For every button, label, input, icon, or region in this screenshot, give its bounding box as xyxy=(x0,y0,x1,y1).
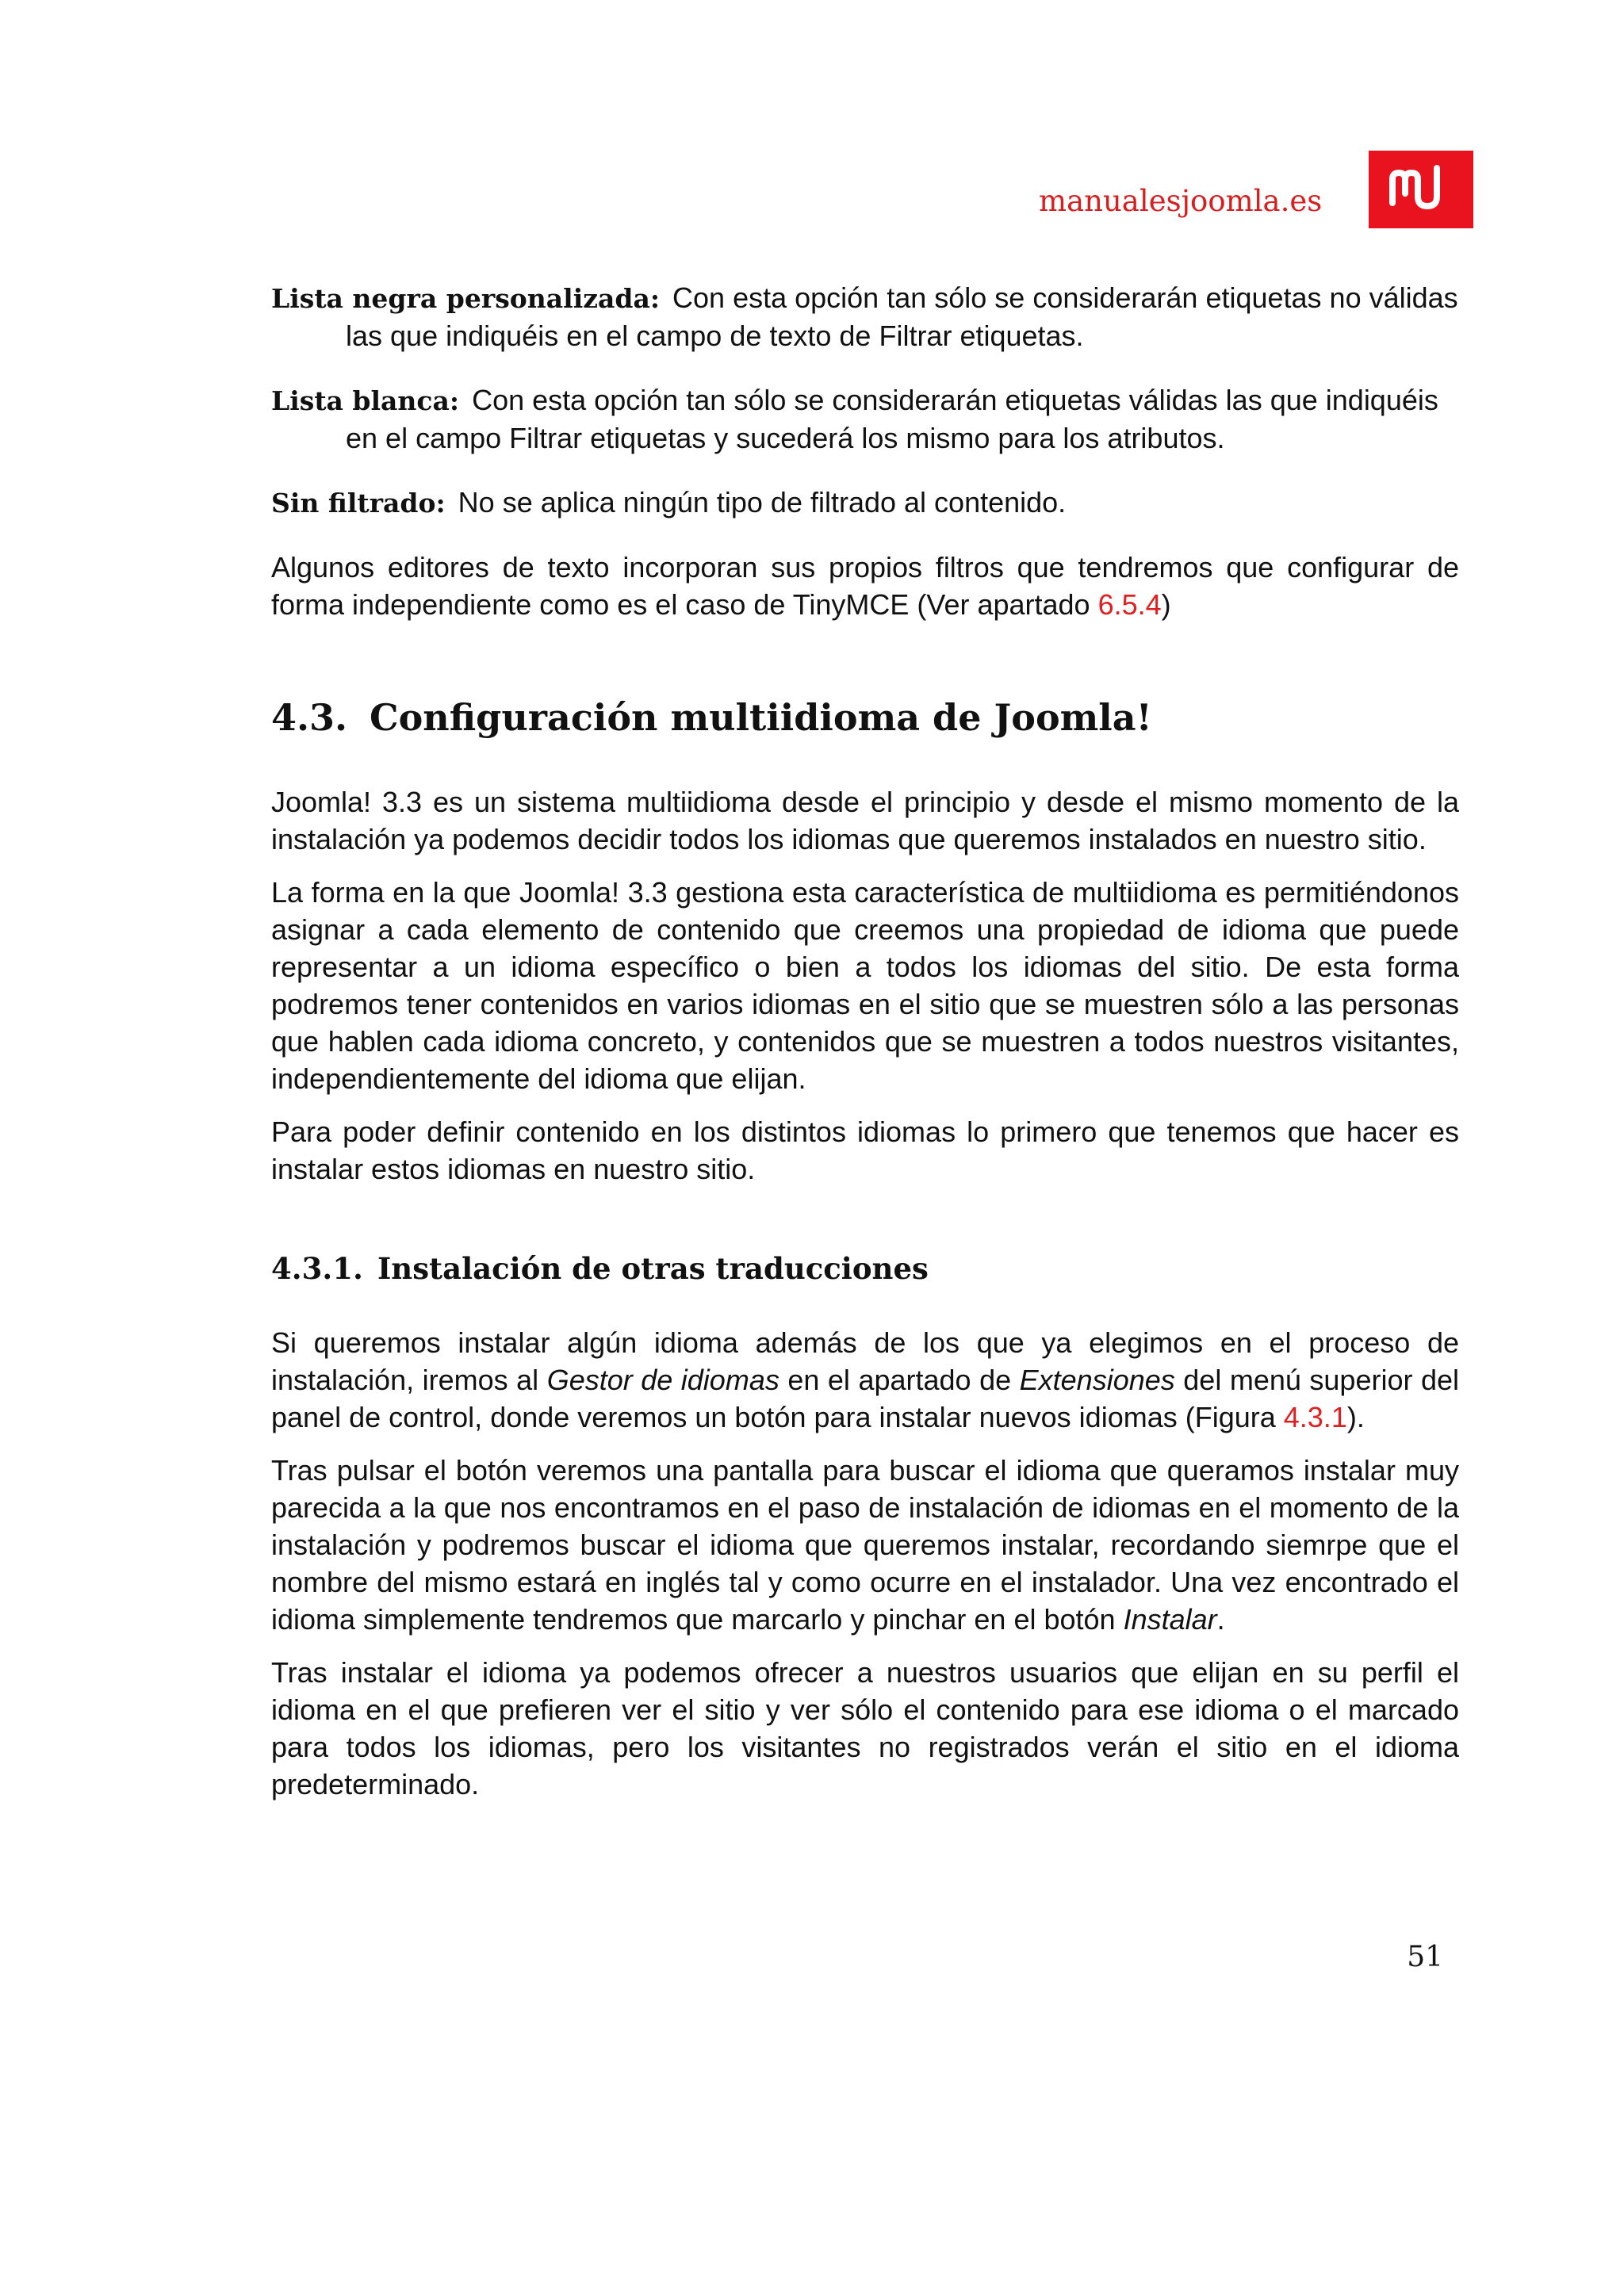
header-site-name: manualesjoomla.es xyxy=(1039,184,1323,218)
definition-blacklist xyxy=(271,279,1459,354)
paragraph-text: . xyxy=(1216,1603,1225,1636)
definition-term: Lista negra personalizada: xyxy=(271,283,661,314)
definition-text: No se aplica ningún tipo de filtrado al contenido. xyxy=(458,486,1067,519)
figure-link-4-3-1[interactable]: 4.3.1 xyxy=(1283,1401,1347,1433)
definition-term: Sin filtrado: xyxy=(271,488,446,519)
page-number: 51 xyxy=(1407,1941,1443,1973)
section-number: 4.3. xyxy=(271,696,348,739)
section-paragraph-3: Para poder definir contenido en los distintos idiomas lo primero que tenemos que hacer es instalar estos idiomas en nuestro sitio. xyxy=(271,1115,1459,1185)
subsection-paragraph-3: Tras instalar el idioma ya podemos ofrecer a nuestros usuarios que elijan en su perfil el idioma en el que prefieren ver el sitio y ver sólo el contenido para ese idioma o el marcado para todos los idiomas, pero los visitantes no registrados verán el sitio en el idioma predeterminado. xyxy=(271,1656,1459,1800)
section-title: Configuración multiidioma de Joomla! xyxy=(370,696,1152,739)
paragraph-text: Tras pulsar el botón veremos una pantalla para buscar el idioma que queramos instalar muy parecida a la que nos encontramos en el paso de instalación de idiomas en el momento de la instalación y podremos buscar el idioma que queremos instalar, recordando siemrpe que el nombre del mismo estará en inglés tal y como ocurre en el instalador. Una vez encontrado el idioma simplemente tendremos que marcarlo y pinchar en el botón xyxy=(271,1454,1459,1636)
emphasis-gestor-idiomas: Gestor de idiomas xyxy=(546,1364,779,1396)
subsection-paragraph-2 xyxy=(271,1452,1459,1638)
section-paragraph-1: Joomla! 3.3 es un sistema multiidioma desde el principio y desde el mismo momento de la instalación ya podemos decidir todos los idiomas que queremos instalados en nuestro sitio. xyxy=(271,786,1459,855)
definition-text: Con esta opción tan sólo se considerarán etiquetas no válidas las que indiquéis en el campo de texto de Filtrar etiquetas. xyxy=(346,281,1458,352)
section-heading xyxy=(271,696,1459,739)
subsection-title: Instalación de otras traducciones xyxy=(377,1251,929,1286)
intro-text: Algunos editores de texto incorporan sus propios filtros que tendremos que configurar de forma independiente como es el caso de TinyMCE (Ver apartado xyxy=(271,551,1459,621)
definition-no-filter xyxy=(271,484,1459,522)
section-paragraph-2: La forma en la que Joomla! 3.3 gestiona esta característica de multiidioma es permitiéndonos asignar a cada elemento de contenido que creemos una propiedad de idioma que puede representar a un idioma específico o bien a todos los idiomas del sitio. De esta forma podremos tener contenidos en varios idiomas en el sitio que se muestren sólo a las personas que hablen cada idioma concreto, y contenidos que se muestren a todos nuestros visitantes, independientemente del idioma que elijan. xyxy=(271,876,1459,1095)
emphasis-instalar: Instalar xyxy=(1123,1603,1217,1636)
definition-term: Lista blanca: xyxy=(271,385,460,416)
intro-paragraph xyxy=(271,549,1459,623)
definition-text: Con esta opción tan sólo se considerarán etiquetas válidas las que indiquéis en el campo Filtrar etiquetas y sucederá los mismo para los atributos. xyxy=(346,384,1438,454)
intro-text-end: ) xyxy=(1161,588,1171,621)
section-link-6-5-4[interactable]: 6.5.4 xyxy=(1097,588,1162,621)
subsection-heading xyxy=(271,1251,1459,1286)
paragraph-text: del menú superior del panel de control, donde veremos un botón para instalar nuevos idiomas (Figura xyxy=(271,1364,1460,1433)
paragraph-text: en el apartado de xyxy=(779,1364,1020,1396)
manualesjoomla-logo xyxy=(1369,151,1473,228)
definition-whitelist xyxy=(271,381,1459,457)
paragraph-text: ). xyxy=(1346,1401,1365,1433)
paragraph-text: Si queremos instalar algún idioma además de los que ya elegimos en el proceso de instalación, iremos al xyxy=(271,1326,1459,1396)
subsection-number: 4.3.1. xyxy=(271,1251,363,1286)
page-content xyxy=(271,279,1459,1803)
subsection-paragraph-1 xyxy=(271,1324,1459,1436)
emphasis-extensiones: Extensiones xyxy=(1019,1364,1175,1396)
